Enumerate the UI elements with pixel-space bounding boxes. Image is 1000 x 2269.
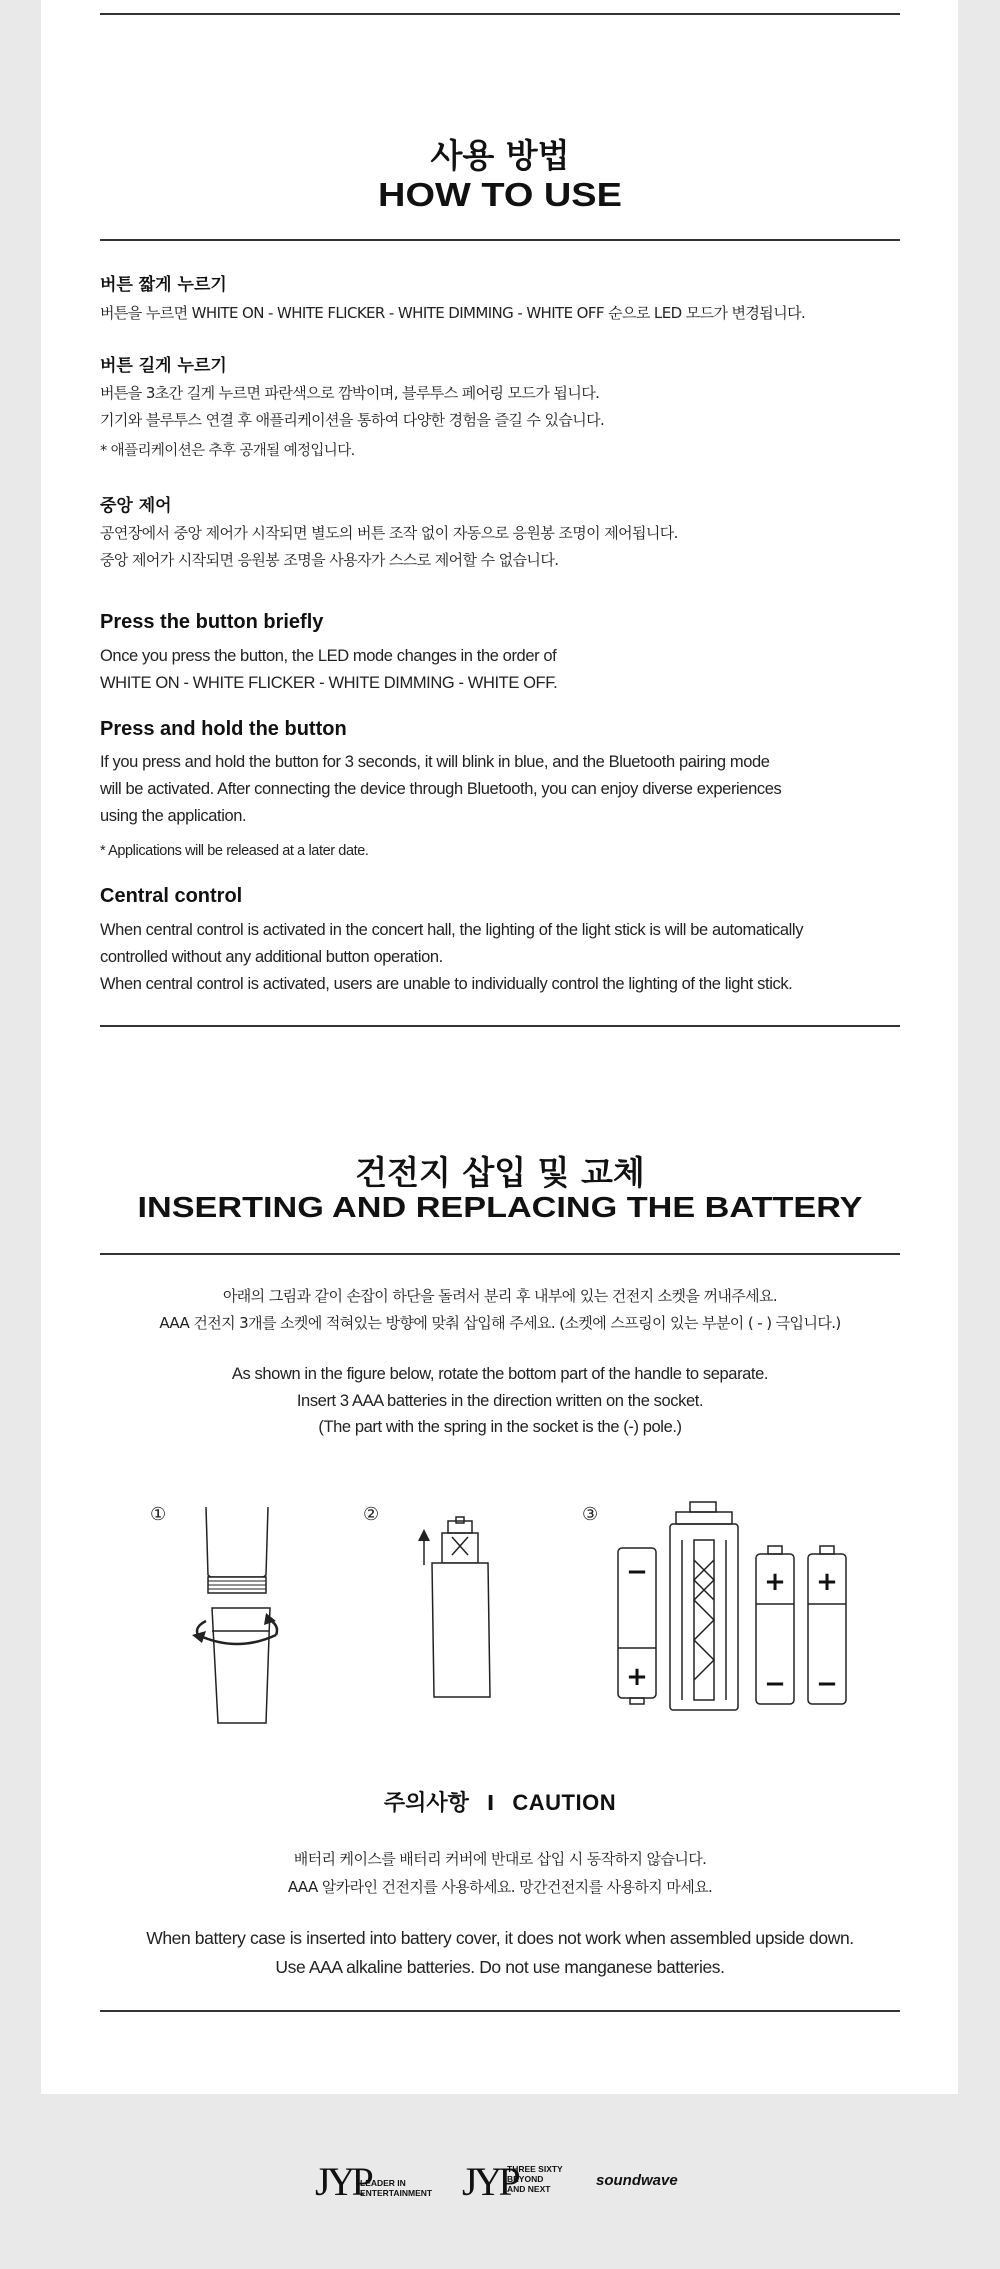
- caution-divider: I: [486, 1791, 495, 1815]
- central-line3-en: When central control is activated, users are unable to individually control the lighting of the light stick.: [100, 975, 793, 993]
- long-press-line2-ko: 기기와 블루투스 연결 후 애플리케이션을 통하여 다양한 경험을 즐길 수 있습니다.: [100, 411, 605, 429]
- short-press-text-ko: 버튼을 누르면 WHITE ON - WHITE FLICKER - WHITE DIMMING - WHITE OFF 순으로 LED 모드가 변경됩니다.: [100, 304, 806, 322]
- battery-middle-minus: −: [764, 1669, 786, 1699]
- caution-ko-line2: AAA 알카라인 건전지를 사용하세요. 망간건전지를 사용하지 마세요.: [287, 1878, 713, 1896]
- battery-ko-line2: AAA 건전지 3개를 소켓에 적혀있는 방향에 맞춰 삽입해 주세요. (소켓에 스프링이 있는 부분이 ( - ) 극입니다.): [159, 1314, 841, 1332]
- long-press-note-en: * Applications will be released at a later date.: [100, 843, 369, 859]
- central-title-ko: 중앙 제어: [100, 496, 172, 516]
- caution-en-line1: When battery case is inserted into battery cover, it does not work when assembled upside down.: [146, 1928, 854, 1948]
- how-to-use-title-ko: 사용 방법: [430, 136, 570, 175]
- caution-en-line2: Use AAA alkaline batteries. Do not use manganese batteries.: [275, 1957, 725, 1977]
- jyp360-tagline-2: BEYOND: [507, 2174, 544, 2184]
- caution-ko-line1: 배터리 케이스를 배터리 커버에 반대로 삽입 시 동작하지 않습니다.: [293, 1850, 707, 1868]
- caution-title-ko: 주의사항: [383, 1791, 469, 1816]
- central-line2-en: controlled without any additional button operation.: [100, 948, 443, 966]
- divider: [100, 2010, 900, 2012]
- jyp360-logo: JYP: [462, 2159, 517, 2204]
- handle-upper-outline: [206, 1507, 268, 1577]
- jyp360-tagline-3: AND NEXT: [507, 2184, 551, 2194]
- jyp360-tagline-1: THREE SIXTY: [507, 2164, 563, 2174]
- central-line2-ko: 중앙 제어가 시작되면 응원봉 조명을 사용자가 스스로 제어할 수 없습니다.: [100, 551, 559, 569]
- battery-left-minus: −: [626, 1557, 648, 1587]
- soundwave-logo: soundwave: [596, 2172, 678, 2189]
- long-press-line1-ko: 버튼을 3초간 길게 누르면 파란색으로 깜박이며, 블루투스 페어링 모드가 됩니다.: [100, 384, 600, 402]
- caution-title-en: CAUTION: [512, 1790, 617, 1815]
- short-press-line1-en: Once you press the button, the LED mode changes in the order of: [100, 647, 557, 665]
- figure-remove-socket: [412, 1515, 512, 1705]
- how-to-use-title-en: HOW TO USE: [378, 176, 622, 213]
- battery-ko-line1: 아래의 그림과 같이 손잡이 하단을 돌려서 분리 후 내부에 있는 건전지 소켓을 꺼내주세요.: [222, 1287, 778, 1305]
- divider: [100, 1025, 900, 1027]
- battery-socket: [670, 1524, 738, 1710]
- battery-en-line1: As shown in the figure below, rotate the bottom part of the handle to separate.: [231, 1365, 769, 1383]
- pull-arrowhead: [418, 1529, 430, 1541]
- battery-title-en: INSERTING AND REPLACING THE BATTERY: [137, 1192, 863, 1224]
- caution-heading: [0, 1786, 1000, 1817]
- long-press-line1-en: If you press and hold the button for 3 seconds, it will blink in blue, and the Bluetooth pairing mode: [100, 753, 770, 771]
- short-press-line2-en: WHITE ON - WHITE FLICKER - WHITE DIMMING - WHITE OFF.: [100, 674, 558, 692]
- battery-left-plus: +: [626, 1662, 648, 1692]
- step-1-number: ①: [150, 1504, 167, 1525]
- socket-sleeve: [432, 1563, 490, 1697]
- footer-logos: [0, 2150, 1000, 2220]
- central-line1-en: When central control is activated in the concert hall, the lighting of the light stick is will be automatically: [100, 921, 804, 939]
- jyp-tagline-2: ENTERTAINMENT: [360, 2188, 433, 2198]
- short-press-title-en: Press the button briefly: [100, 611, 324, 633]
- step-2-number: ②: [363, 1504, 380, 1525]
- handle-bottom-cap: [212, 1608, 270, 1723]
- long-press-title-ko: 버튼 길게 누르기: [100, 356, 227, 376]
- rotate-arrowhead-left: [192, 1631, 206, 1643]
- central-line1-ko: 공연장에서 중앙 제어가 시작되면 별도의 버튼 조작 없이 자동으로 응원봉 조명이 제어됩니다.: [100, 524, 678, 542]
- short-press-title-ko: 버튼 짧게 누르기: [100, 275, 227, 295]
- jyp-tagline: [360, 2178, 440, 2198]
- long-press-note-ko: * 애플리케이션은 추후 공개될 예정입니다.: [100, 443, 355, 459]
- battery-right-minus: −: [816, 1669, 838, 1699]
- jyp360-tagline: [507, 2164, 587, 2194]
- jyp-logo: JYP: [315, 2159, 370, 2204]
- socket-top: [442, 1533, 478, 1563]
- long-press-line2-en: will be activated. After connecting the device through Bluetooth, you can enjoy diverse experiences: [100, 780, 782, 798]
- figure-insert-batteries: [610, 1500, 860, 1720]
- battery-middle-plus: +: [764, 1567, 786, 1597]
- battery-right-plus: +: [816, 1567, 838, 1597]
- long-press-line3-en: using the application.: [100, 807, 247, 825]
- battery-en-line3: (The part with the spring in the socket is the (-) pole.): [318, 1418, 682, 1436]
- battery-en-line2: Insert 3 AAA batteries in the direction written on the socket.: [296, 1392, 704, 1410]
- long-press-title-en: Press and hold the button: [100, 718, 347, 740]
- jyp-tagline-1: LEADER IN: [360, 2178, 406, 2188]
- central-title-en: Central control: [100, 885, 243, 907]
- battery-title-ko: 건전지 삽입 및 교체: [355, 1153, 645, 1192]
- figure-rotate-handle: [180, 1505, 300, 1730]
- step-3-number: ③: [582, 1504, 599, 1525]
- divider: [100, 239, 900, 241]
- divider: [100, 13, 900, 15]
- divider: [100, 1253, 900, 1255]
